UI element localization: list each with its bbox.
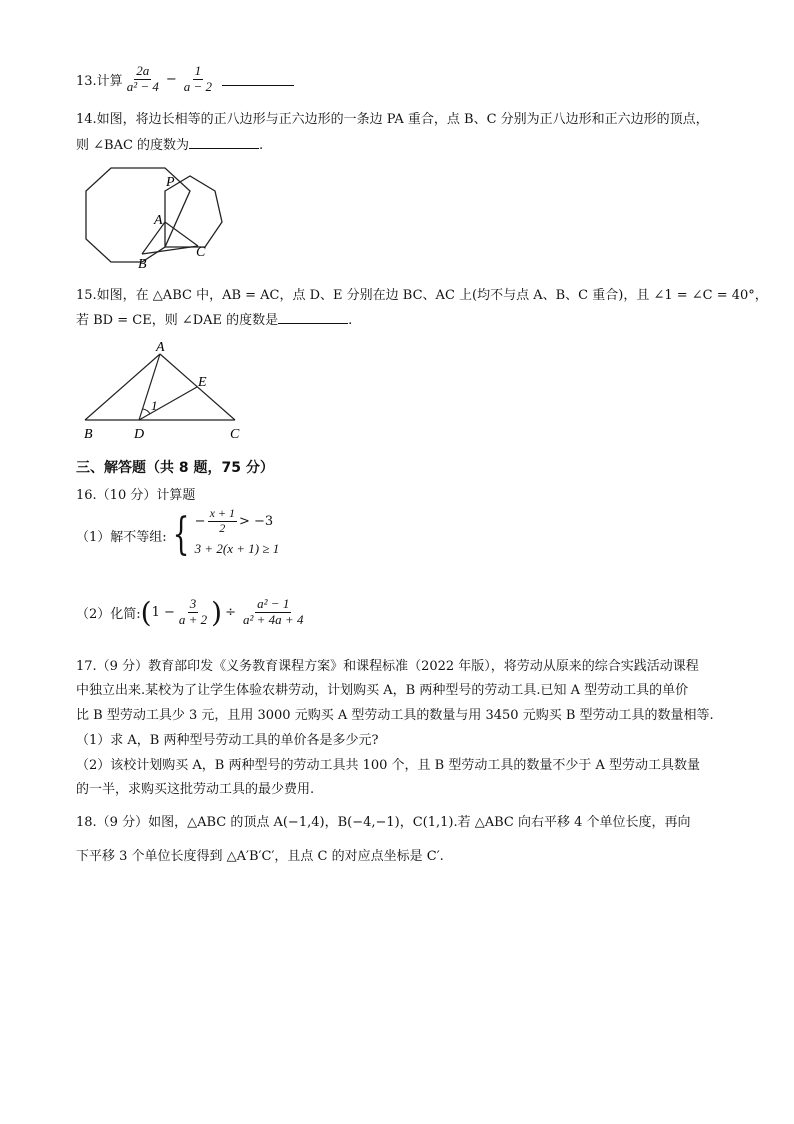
q15-figure [80,340,250,444]
q13-line [76,64,294,95]
q16-p2-f1-numerator: 3 [189,596,197,612]
label-c: C [230,427,240,442]
q13-f1-denominator: a² − 4 [126,78,159,94]
q15-period: . [348,313,353,328]
neg-sign: − [194,513,206,529]
q16-title: 16.（10 分）计算题 [76,488,196,503]
q15-question: 若 BD = CE，则 ∠DAE 的度数是 [76,313,279,328]
q14-line1: 14.如图，将边长相等的正八边形与正六边形的一条边 PA 重合，点 B、C 分别为正八边形和正六边形的顶点， [76,112,709,127]
inequality-1-rhs: > −3 [239,513,274,529]
q14-line2 [76,134,263,153]
q16-p1-label: （1）解不等组: [76,529,167,545]
q14-question: 则 ∠BAC 的度数为 [76,138,190,153]
q17-line5: （2）该校计划购买 A，B 两种型号的劳动工具共 100 个，且 B 型劳动工具的数量不少于 A 型劳动工具数量 [76,758,701,773]
q17-line3: 比 B 型劳动工具少 3 元，且用 3000 元购买 A 型劳动工具的数量与用 3450 元购买 B 型劳动工具的数量相等. [76,708,714,723]
q18-line2: 下平移 3 个单位长度得到 △A′B′C′，且点 C 的对应点坐标是 C′. [76,849,444,864]
section-heading: 三、解答题（共 8 题，75 分） [76,460,274,476]
q13-answer-blank [222,73,294,86]
label-e: E [198,375,207,390]
q14-answer-blank [189,136,259,149]
left-paren: ( [140,596,152,629]
label-c: C [196,245,206,260]
q16-p2-f2-denominator: a² + 4a + 4 [243,612,304,627]
inequality-1 [194,505,280,535]
q15-answer-blank [278,311,348,324]
q15-line2 [76,309,352,328]
q16-part2 [76,596,307,629]
q16-p2-fraction-1 [177,597,209,628]
inequality-1-numerator: x + 1 [209,505,235,520]
inequality-2: 3 + 2(x + 1) ≥ 1 [194,541,280,556]
q14-period: . [259,138,264,153]
inequality-system [194,505,280,560]
q16-p2-f2-numerator: a² − 1 [257,596,290,612]
label-1: 1 [151,398,158,413]
one-minus: 1 − [151,605,175,620]
q15-line1: 15.如图，在 △ABC 中，AB = AC，点 D、E 分别在边 BC、AC 上(均不与点 A、B、C 重合)，且 ∠1 = ∠C = 40°， [76,288,768,303]
q18-line1: 18.（9 分）如图，△ABC 的顶点 A(−1,4)，B(−4,−1)，C(1,1).若 △ABC 向右平移 4 个单位长度，再向 [76,815,691,830]
q16-p2-fraction-2 [241,597,305,628]
q14-figure [80,160,240,272]
q16-part1 [76,505,280,560]
q13-f2-denominator: a − 2 [183,78,213,94]
q17-line2: 中独立出来.某校为了让学生体验农耕劳动，计划购买 A，B 两种型号的劳动工具.已知 A 型劳动工具的单价 [76,683,689,698]
q13-f2-numerator: 1 [194,63,202,78]
system-brace: { [172,509,190,560]
q17-line6: 的一半，求购买这批劳动工具的最少费用. [76,782,315,797]
label-b: B [138,257,147,272]
label-a: A [156,340,165,355]
q13-prefix: 13.计算 [76,73,123,89]
q17-line4: （1）求 A，B 两种型号劳动工具的单价各是多少元? [76,733,379,748]
inequality-1-denominator: 2 [219,520,226,535]
label-a: A [154,213,163,228]
q16-p2-label: （2）化简: [76,607,141,622]
q13-minus: − [165,71,177,87]
right-paren: ) [211,596,223,629]
angle-1-arc [143,409,150,414]
label-p: P [166,175,175,190]
divide-sign: ÷ [225,605,237,620]
q13-fraction-2 [182,64,214,95]
q17-line1: 17.（9 分）教育部印发《义务教育课程方案》和课程标准（2022 年版），将劳动从原来的综合实践活动课程 [76,659,699,674]
q13-fraction-1 [125,64,161,95]
side-ab [85,354,160,420]
label-b: B [84,427,93,442]
q16-p2-f1-denominator: a + 2 [178,612,208,627]
q13-f1-numerator: 2a [136,63,150,78]
segment-ac [165,222,198,246]
label-d: D [134,427,145,442]
inequality-1-fraction [208,507,237,536]
